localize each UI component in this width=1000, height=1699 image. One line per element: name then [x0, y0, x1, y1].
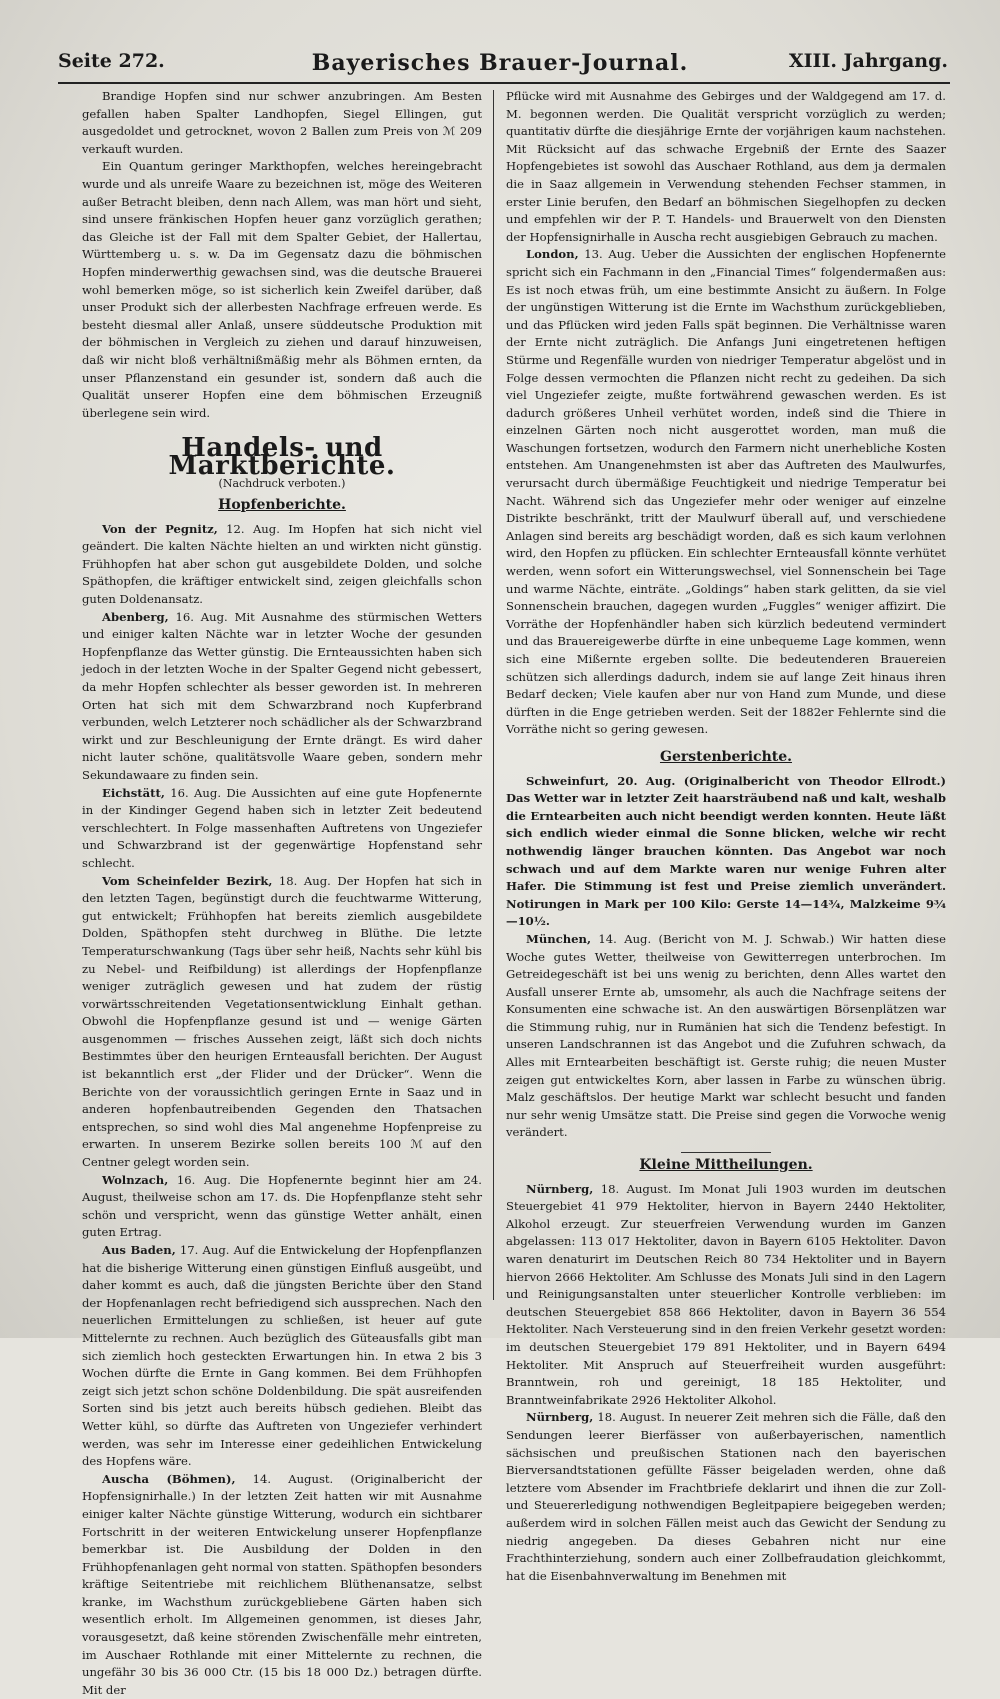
report-text: 16. Aug. Die Aussichten auf eine gute Hopfenernte in der Kindinger Gegend haben sich in letzter Zeit bedeutend verschlechtert. In Folge massenhaften Auftretens von Ungeziefer und Schwarzbrand ist der gegenwärtige Hopfenstand sehr schlecht.	[82, 785, 482, 870]
news-nuernberg-2	[506, 1409, 946, 1585]
report-schweinfurt	[506, 773, 946, 931]
report-place: Schweinfurt,	[526, 773, 609, 788]
report-text: 14. August. (Originalbericht der Hopfensignirhalle.) In der letzten Zeit hatten wir mit Ausnahme einiger kalter Nächte günstige Witterung, wodurch ein sichtbarer Fortschritt in der weiteren Entwickelung unserer Hopfenpflanze bemerkbar ist. Die Ausbildung der Dolden in den Frühhopfenanlagen geht normal von statten. Späthopfen besonders kräftige Seitentriebe mit reichlichem Blüthenansatze, selbst kranke, im Wachsthum zurückgebliebene Gärten haben sich wesentlich erholt. Im Allgemeinen genommen, ist dieses Jahr, vorausgesetzt, daß keine störenden Zwischenfälle mehr eintreten, im Auschaer Rothlande mit einer Mittelernte zu rechnen, die ungefähr 30 bis 36 000 Ctr. (15 bis 18 000 Dz.) betragen dürfte. Mit der	[82, 1471, 482, 1697]
section-divider	[681, 1152, 771, 1153]
report-place: Von der Pegnitz,	[102, 521, 218, 536]
report-text: 16. Aug. Die Hopfenernte beginnt hier am 24. August, theilweise schon am 17. ds. Die Hopfenpflanze steht sehr schön und verspricht, wenn das günstige Wetter anhält, einen guten Ertrag.	[82, 1172, 482, 1240]
hop-report	[82, 873, 482, 1172]
report-text: 12. Aug. Im Hopfen hat sich nicht viel geändert. Die kalten Nächte hielten an und wirkten nicht günstig. Frühhopfen hat aber schon gut ausgebildete Dolden, und solche Späthopfen, die kräftiger entwickelt sind, zeigen gleichfalls schon guten Doldenansatz.	[82, 521, 482, 607]
continued-paragraph: Pflücke wird mit Ausnahme des Gebirges und der Waldgegend am 17. d. M. begonnen werden. Die Qualität verspricht vorzüglich zu werden; quantitativ dürfte die diesjährige Ernte der vorjährigen kaum nachstehen. Mit Rücksicht auf das schwache Ergebniß der Ernte des Saazer Hopfengebietes ist sowohl das Auschaer Rothland, aus dem ja dermalen die in Saaz allgemein in Verwendung stehenden Fechser stammen, in erster Linie berufen, den Bedarf an böhmischen Siegelhopfen zu decken und empfehlen wir der P. T. Handels- und Brauerwelt von den Diensten der Hopfensignirhalle in Auscha recht ausgiebigen Gebrauch zu machen.	[506, 89, 946, 244]
report-text: 18. Aug. Der Hopfen hat sich in den letzten Tagen, begünstigt durch die feuchtwarme Witterung, gut entwickelt; Frühhopfen hat bereits ziemlich ausgebildete Dolden, Späthopfen steht durchweg in Blüthe. Die letzte Temperaturschwankung (Tags über sehr heiß, Nachts sehr kühl bis zu Nebel- und Reifbildung) ist allerdings der Hopfenpflanze weniger zuträglich gewesen und hat zudem der rüstig vorwärtsschreitenden Vegetationsentwicklung Einhalt gethan. Obwohl die Hopfenpflanze gesund ist und — wenige Gärten ausgenommen — frisches Aussehen zeigt, läßt sich doch nichts Bestimmtes über den heurigen Ernteausfall berichten. Der August ist bekanntlich erst „der Flider und der Drücker“. Wenn die Berichte von der voraussichtlich geringen Ernte in Saaz und in anderen hopfenbautreibenden Gegenden den Thatsachen entsprechen, so sind wohl dies Mal angenehme Hopfenpreise zu erwarten. In unserem Bezirke sollen bereits 100 ℳ auf den Centner gelegt worden sein.	[82, 873, 482, 1170]
report-place: Nürnberg,	[526, 1181, 594, 1196]
page-number: Seite 272.	[58, 50, 165, 72]
report-text: 18. August. In neuerer Zeit mehren sich die Fälle, daß den Sendungen leerer Bierfässer von außerbayerischen, namentlich sächsischen und preußischen Stationen nach den bayerischen Bierversandtstationen gefüllte Fässer beigeladen werden, ohne daß letztere vom Absender im Frachtbriefe deklarirt und ihnen die zur Zoll- und Steuererledigung nothwendigen Begleitpapiere beigegeben werden; außerdem wird in solchen Fällen meist auch das Gewicht der Sendung zu niedrig angegeben. Da dieses Gebahren nicht nur eine Frachthinterziehung, sondern auch einer Zollbefraudation gleichkommt, hat die Eisenbahnverwaltung im Benehmen mit	[506, 1410, 946, 1583]
volume-label: XIII. Jahrgang.	[788, 50, 948, 72]
hop-report	[82, 1242, 482, 1471]
hop-report	[82, 785, 482, 873]
report-place: Wolnzach,	[102, 1172, 169, 1187]
hop-report	[82, 1172, 482, 1242]
right-column	[506, 88, 946, 1585]
report-place: Aus Baden,	[102, 1243, 176, 1257]
barley-reports-title: Gerstenberichte.	[659, 748, 792, 765]
report-place: Eichstätt,	[102, 785, 165, 800]
header-rule	[58, 82, 950, 84]
hop-report	[82, 521, 482, 609]
report-text: 17. Aug. Auf die Entwickelung der Hopfenpflanzen hat die bisherige Witterung einen günstigen Einfluß ausgeübt, und daher kommt es auch, daß die jüngsten Berichte über den Stand der Hopfenanlagen recht befriedigend sich aussprechen. Nach den neuerlichen Ermittelungen zu schließen, ist heuer auf gute Mittelernte zu rechnen. Auch bezüglich des Güteausfalls gibt man sich ziemlich hoch gesteckten Erwartungen hin. In etwa 2 bis 3 Wochen dürfte die Ernte in Gang kommen. Bei dem Frühhopfen zeigt sich jetzt schon schöne Doldenbildung. Die spät ausreifenden Sorten sind bis jetzt auch bereits hübsch gediehen. Bleibt das Wetter kühl, so dürfte das Auftreten von Ungeziefer verhindert werden, was sehr im Interesse einer gedeihlichen Entwickelung des Hopfens wäre.	[82, 1243, 482, 1469]
section-title: Handels- und Marktberichte.	[168, 433, 396, 481]
section-note: (Nachdruck verboten.)	[218, 477, 346, 491]
column-divider	[493, 90, 494, 1300]
report-place: Nürnberg,	[526, 1410, 594, 1425]
hop-reports-title: Hopfenberichte.	[218, 497, 346, 514]
report-muenchen	[506, 931, 946, 1142]
intro-paragraph-1: Brandige Hopfen sind nur schwer anzubringen. Am Besten gefallen haben Spalter Landhopfen, Siegel Ellingen, gut ausgedoldet und getrocknet, wovon 2 Ballen zum Preis von ℳ 209 verkauft wurden.	[82, 89, 482, 156]
report-text: 18. August. Im Monat Juli 1903 wurden im deutschen Steuergebiet 41 979 Hektoliter, hiervon in Bayern 2440 Hektoliter, Alkohol erzeugt. Zur steuerfreien Verwendung wurden im Ganzen abgelassen: 113 017 Hektoliter, davon in Bayern 6105 Hektoliter. Davon waren denaturirt im Deutschen Reich 80 734 Hektoliter und in Bayern hiervon 2666 Hektoliter. Am Schlusse des Monats Juli sind in den Lagern und Reinigungsanstalten unter steuerlicher Kontrolle verblieben: im deutschen Steuergebiet 858 866 Hektoliter, davon in Bayern 36 554 Hektoliter. Nach Versteuerung sind in den freien Verkehr gesetzt worden: im deutschen Steuergebiet 179 891 Hektoliter, und in Bayern 6494 Hektoliter. Mit Anspruch auf Steuerfreiheit wurden ausgeführt: Branntwein, roh und gereinigt, 18 185 Hektoliter, und Branntweinfabrikate 2926 Hektoliter Alkohol.	[506, 1181, 946, 1407]
misc-news-title: Kleine Mittheilungen.	[639, 1157, 813, 1174]
report-place: München,	[526, 931, 592, 946]
news-nuernberg-1	[506, 1181, 946, 1410]
journal-title: Bayerisches Brauer-Journal.	[311, 50, 689, 76]
hop-report	[82, 1471, 482, 1699]
report-london	[506, 246, 946, 739]
report-text: 20. Aug. (Originalbericht von Theodor Ellrodt.) Das Wetter war in letzter Zeit haarsträubend naß und kalt, weshalb die Erntearbeiten auch nicht beendigt werden konnten. Heute läßt sich endlich wieder einmal die Sonne blicken, welche wir recht nothwendig länger brauchen könnten. Das Angebot war noch schwach und auf dem Markte waren nur wenige Fuhren alter Hafer. Die Stimmung ist fest und Preise ziemlich unverändert. Notirungen in Mark per 100 Kilo: Gerste 14—14¾, Malzkeime 9¾—10½.	[506, 773, 946, 929]
report-place: Auscha (Böhmen),	[102, 1471, 236, 1486]
report-place: London,	[526, 247, 579, 262]
report-text: 14. Aug. (Bericht von M. J. Schwab.) Wir hatten diese Woche gutes Wetter, theilweise von Gewitterregen unterbrochen. Im Getreidegeschäft ist bei uns wenig zu berichten, denn Alles wartet den Ausfall unserer Ernte ab, umsomehr, als auch die Nachfrage seitens der Konsumenten eine schwache ist. An den auswärtigen Börsenplätzen war die Stimmung ruhig, nur in Rumänien hat sich die Tendenz befestigt. In unseren Landschrannen ist das Angebot und die Zufuhren schwach, da Alles mit Erntearbeiten beschäftigt ist. Gerste ruhig; die neuen Muster zeigen gut entwickeltes Korn, aber lassen in Farbe zu wünschen übrig. Malz geschäftslos. Der heutige Markt war schlecht besucht und fanden nur sehr wenig Umsätze statt. Die Preise sind gegen die Vorwoche wenig verändert.	[506, 931, 946, 1140]
report-place: Abenberg,	[102, 609, 169, 624]
intro-paragraph-2: Ein Quantum geringer Markthopfen, welches hereingebracht wurde und als unreife Waare zu bezeichnen ist, möge des Weiteren außer Betracht bleiben, denn nach Allem, was man hört und sieht, sind unsere fränkischen Hopfen heuer ganz vorzüglich gerathen; das Gleiche ist der Fall mit dem Spalter Gebiet, der Hallertau, Württemberg u. s. w. Da im Gegensatz dazu die böhmischen Hopfen minderwerthig gewachsen sind, was die deutsche Brauerei wohl bemerken möge, so ist sicherlich kein Zweifel darüber, daß unser Produkt sich der allerbesten Nachfrage erfreuen werde. Es besteht diesmal aller Anlaß, unsere süddeutsche Produktion mit der böhmischen in Vergleich zu ziehen und darauf hinzuweisen, daß wir nicht bloß verhältnißmäßig mehr als Böhmen ernten, da unser Pflanzenstand ein gesunder ist, sondern daß auch die Qualität unserer Hopfen eine dem böhmischen Erzeugniß überlegene sein wird.	[82, 159, 482, 420]
left-column	[82, 88, 482, 1699]
report-text: 16. Aug. Mit Ausnahme des stürmischen Wetters und einiger kalten Nächte war in letzter Woche der gesunden Hopfenpflanze das Wetter günstig. Die Ernteaussichten haben sich jedoch in der letzten Woche in der Spalter Gegend nicht gebessert, da mehr Hopfen schlechter als besser geworden ist. In mehreren Orten hat sich mit dem Schwarzbrand noch Kupferbrand verbunden, welch Letzterer noch schädlicher als der Schwarzbrand wirkt und zur Beschleunigung der Ernte drängt. Es wird daher nicht lauter schöne, qualitätsvolle Waare geben, sondern mehr Sekundawaare zu finden sein.	[82, 609, 482, 782]
hop-report	[82, 609, 482, 785]
report-place: Vom Scheinfelder Bezirk,	[102, 873, 273, 888]
report-text: 13. Aug. Ueber die Aussichten der englischen Hopfenernte spricht sich ein Fachmann in den „Financial Times“ folgendermaßen aus: Es ist noch etwas früh, um eine bestimmte Ansicht zu äußern. In Folge der ungünstigen Witterung ist die Ernte im Wachsthum zurückgeblieben, und das Pflücken wird jeden Falls spät beginnen. Die Verhältnisse waren der Ernte nicht zuträglich. Die Anfangs Juni eingetretenen heftigen Stürme und Regenfälle wurden von niedriger Temperatur abgelöst und in Folge dessen vermochten die Pflanzen nicht recht zu gedeihen. Da sich viel Ungeziefer zeigte, mußte fortwährend gewaschen werden. Es ist dadurch größeres Unheil verhütet worden, indeß sind die Thiere in einzelnen Gärten noch nicht ausgerottet worden, man muß die Waschungen fortsetzen, wodurch den Farmern nicht unerhebliche Kosten entstehen. Am Unangenehmsten ist aber das Auftreten des Maulwurfes, verursacht durch übermäßige Feuchtigkeit und niedrige Temperatur bei Nacht. Während sich das Ungeziefer mehr oder weniger auf einzelne Distrikte beschränkt, tritt der Maulwurf überall auf, und verschiedene Anlagen sind bereits arg beschädigt worden, daß es sich kaum verlohnen wird, den Hopfen zu pflücken. Ein schlechter Ernteausfall könnte verhütet werden, wenn sofort ein Witterungswechsel, viel Sonnenschein bei Tage und warme Nächte, einträte. „Goldings“ haben stark gelitten, da sie viel Sonnenschein brauchen, dagegen wurden „Fuggles“ weniger affizirt. Die Vorräthe der Hopfenhändler haben sich kürzlich bedeutend vermindert und das Brauereigewerbe dürfte in eine unbequeme Lage kommen, wenn sich eine Mißernte ergeben sollte. Die bedeutenderen Brauereien schützen sich allerdings dadurch, indem sie auf lange Zeit hinaus ihren Bedarf decken; Viele kaufen aber nur von Hand zum Munde, und diese dürften in die Enge getrieben werden. Seit der 1882er Fehlernte sind die Vorräthe nicht so gering gewesen.	[506, 247, 946, 737]
hop-reports-list	[82, 521, 482, 1699]
